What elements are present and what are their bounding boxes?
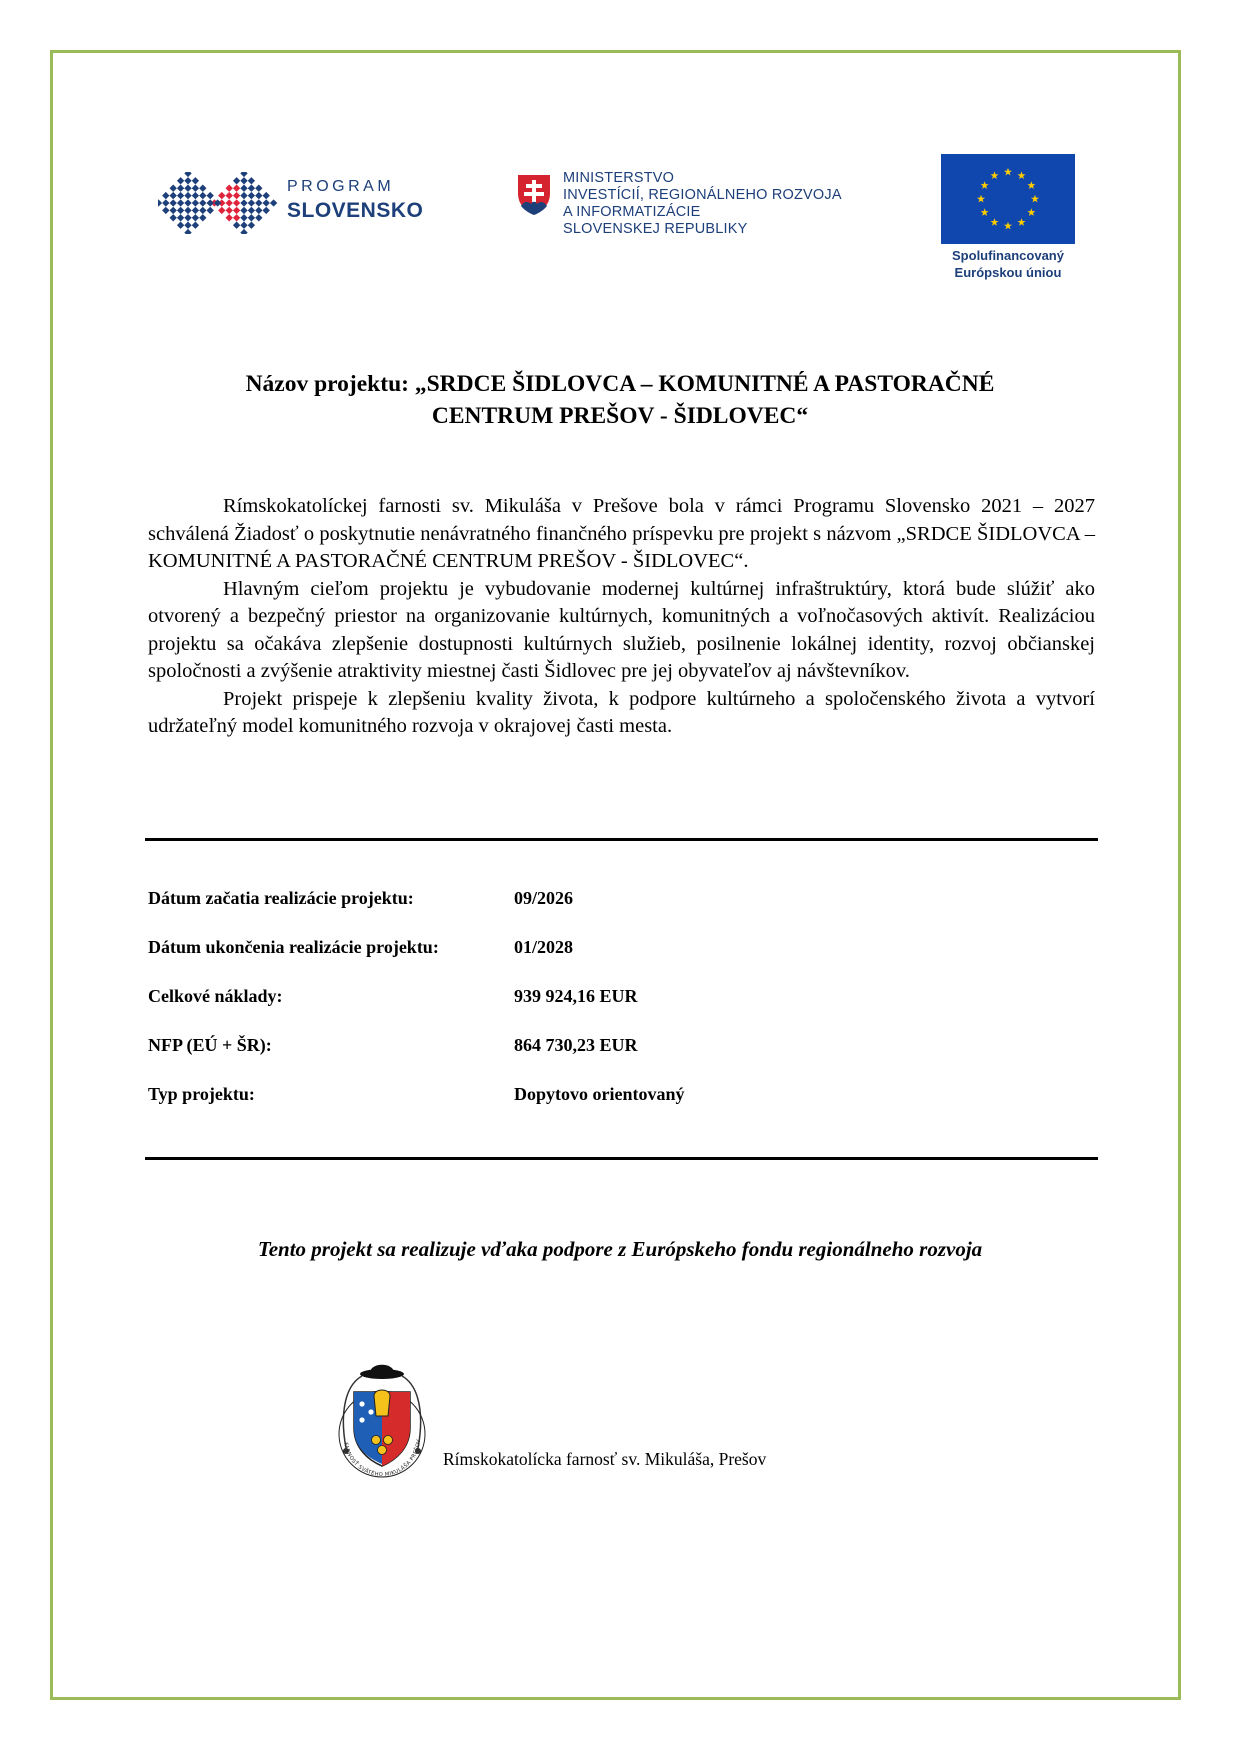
mosaic-tile <box>177 185 184 192</box>
mosaic-tile <box>192 207 199 214</box>
mosaic-tile <box>248 199 255 206</box>
mosaic-tile <box>218 192 225 199</box>
project-description <box>148 493 1095 741</box>
mosaic-tile <box>233 185 240 192</box>
fact-row <box>148 1035 1048 1084</box>
mosaic-tile <box>248 207 255 214</box>
fact-value: 01/2028 <box>514 937 574 957</box>
mosaic-tile <box>240 214 247 221</box>
parish-seal-text: FARNOSŤ SVÄTÉHO MIKULÁŠA PREŠOV <box>342 1438 423 1479</box>
parish-coat-of-arms-icon <box>330 1356 434 1484</box>
mosaic-tile <box>170 192 177 199</box>
fact-label: NFP (EÚ + ŠR): <box>148 1035 272 1055</box>
mosaic-tile <box>192 222 199 229</box>
program-slovensko-mosaic-icon <box>158 172 280 234</box>
mosaic-tile <box>199 185 206 192</box>
mosaic-tile <box>270 199 277 206</box>
mosaic-tile <box>240 222 247 229</box>
program-slovensko-logo <box>158 172 438 234</box>
project-title-line2: CENTRUM PREŠOV - ŠIDLOVEC“ <box>431 403 809 429</box>
mosaic-tile <box>207 199 214 206</box>
mosaic-tile <box>255 185 262 192</box>
mosaic-tile <box>177 192 184 199</box>
mosaic-tile <box>192 199 199 206</box>
mosaic-tile <box>240 229 247 234</box>
mosaic-tile <box>207 207 214 214</box>
mosaic-tile <box>170 199 177 206</box>
parish-name: Rímskokatolícka farnosť sv. Mikuláša, Prešov <box>443 1449 767 1469</box>
mosaic-tile <box>240 199 247 206</box>
mosaic-tile <box>240 185 247 192</box>
description-paragraph: Rímskokatolíckej farnosti sv. Mikuláša v Prešove bola v rámci Programu Slovensko 2021 – 2027 schválená Žiadosť o poskytnutie nenávratného finančného príspevku pre projekt s názvom „SRDCE ŠIDLOVCA – KOMUNITNÉ A PASTORAČNÉ CENTRUM PREŠOV - ŠIDLOVEC“. <box>148 495 1095 572</box>
eu-flag-icon <box>941 154 1075 244</box>
mosaic-tile <box>162 199 169 206</box>
mosaic-tile <box>177 177 184 184</box>
mosaic-tile <box>255 199 262 206</box>
mosaic-tile <box>184 229 191 234</box>
mosaic-tile <box>184 192 191 199</box>
fact-label: Dátum začatia realizácie projektu: <box>148 888 414 908</box>
mosaic-tile <box>184 199 191 206</box>
mosaic-tile <box>192 185 199 192</box>
fact-label: Dátum ukončenia realizácie projektu: <box>148 937 439 957</box>
eu-caption-line2: Európskou úniou <box>954 265 1062 280</box>
fact-row <box>148 937 1048 986</box>
slovak-coat-of-arms-icon <box>515 172 553 218</box>
mosaic-tile <box>248 185 255 192</box>
mosaic-tile <box>233 199 240 206</box>
mosaic-tile <box>240 192 247 199</box>
mosaic-tile <box>240 177 247 184</box>
description-paragraph: Projekt prispeje k zlepšeniu kvality života, k podpore kultúrneho a spoločenského života a vytvorí udržateľný model komunitného rozvoja v okrajovej časti mesta. <box>148 687 1095 737</box>
mosaic-tile <box>170 185 177 192</box>
funding-note: Tento projekt sa realizuje vďaka podpore z Európskeho fondu regionálneho rozvoja <box>257 1237 983 1261</box>
ministry-name <box>563 170 842 238</box>
eu-caption-line1: Spolufinancovaný <box>952 248 1064 263</box>
ministry-name-line: SLOVENSKEJ REPUBLIKY <box>563 221 748 237</box>
fact-row <box>148 986 1048 1035</box>
eu-cofinancing-logo <box>941 154 1075 280</box>
mosaic-tile <box>233 192 240 199</box>
mosaic-tile <box>233 222 240 229</box>
ministry-name-line: A INFORMATIZÁCIE <box>563 204 701 220</box>
mosaic-tile <box>184 177 191 184</box>
project-title-line1: Názov projektu: „SRDCE ŠIDLOVCA – KOMUNITNÉ A PASTORAČNÉ <box>245 371 995 397</box>
mosaic-tile <box>248 177 255 184</box>
mosaic-tile <box>233 214 240 221</box>
mosaic-tile <box>177 222 184 229</box>
description-paragraph: Hlavným cieľom projektu je vybudovanie modernej kultúrnej infraštruktúry, ktorá bude slúžiť ako otvorený a bezpečný priestor na organizovanie kultúrnych, komunitných a voľnočasových aktivít. Realizáciou projektu sa očakáva zlepšenie dostupnosti kultúrnych služieb, posilnenie lokálnej identity, rozvoj občianskej spoločnosti a zvýšenie atraktivity miestnej časti Šidlovec pre jej obyvateľov aj návštevníkov. <box>148 577 1095 682</box>
mosaic-tile <box>233 177 240 184</box>
mosaic-tile <box>177 214 184 221</box>
mosaic-tile <box>240 172 247 177</box>
mosaic-tile <box>199 199 206 206</box>
mosaic-tile <box>199 207 206 214</box>
ministry-name-line: MINISTERSTVO <box>563 170 675 186</box>
mosaic-tile <box>226 207 233 214</box>
mosaic-tile <box>199 192 206 199</box>
mosaic-tile <box>184 185 191 192</box>
mosaic-tile <box>184 207 191 214</box>
mosaic-tile <box>192 192 199 199</box>
fact-label: Typ projektu: <box>148 1084 255 1104</box>
mosaic-tile <box>233 207 240 214</box>
mosaic-tile <box>226 214 233 221</box>
fact-label: Celkové náklady: <box>148 986 283 1006</box>
ministry-name-line: INVESTÍCIÍ, REGIONÁLNEHO ROZVOJA <box>563 187 842 203</box>
fact-value: 939 924,16 EUR <box>514 986 638 1006</box>
program-logo-line1: PROGRAM <box>287 178 395 195</box>
mosaic-tile <box>226 192 233 199</box>
mosaic-tile <box>255 214 262 221</box>
mosaic-tile <box>177 207 184 214</box>
mosaic-tile <box>177 199 184 206</box>
fact-value: Dopytovo orientovaný <box>514 1084 685 1104</box>
mosaic-tile <box>192 177 199 184</box>
mosaic-tile <box>263 199 270 206</box>
fact-row <box>148 888 1048 937</box>
project-title <box>140 368 1100 432</box>
divider-top <box>145 838 1098 841</box>
fact-row <box>148 1084 1048 1133</box>
mosaic-tile <box>248 222 255 229</box>
fact-value: 09/2026 <box>514 888 574 908</box>
mosaic-tile <box>263 207 270 214</box>
ministry-logo <box>515 170 875 260</box>
mosaic-tile <box>162 192 169 199</box>
fact-value: 864 730,23 EUR <box>514 1035 638 1055</box>
divider-bottom <box>145 1157 1098 1160</box>
mosaic-tile <box>255 192 262 199</box>
mosaic-tile <box>192 214 199 221</box>
mosaic-tile <box>248 192 255 199</box>
mosaic-tile <box>207 192 214 199</box>
mosaic-tile <box>184 214 191 221</box>
mosaic-tile <box>170 214 177 221</box>
mosaic-tile <box>218 207 225 214</box>
project-facts <box>148 888 1048 1133</box>
mosaic-tile <box>255 207 262 214</box>
program-logo-line2: SLOVENSKO <box>287 199 424 222</box>
mosaic-tile <box>240 207 247 214</box>
mosaic-tile <box>248 214 255 221</box>
mosaic-tile <box>158 199 162 206</box>
mosaic-tile <box>184 172 191 177</box>
mosaic-tile <box>162 207 169 214</box>
mosaic-tile <box>226 199 233 206</box>
mosaic-tile <box>199 214 206 221</box>
mosaic-tile <box>226 185 233 192</box>
mosaic-tile <box>263 192 270 199</box>
mosaic-tile <box>170 207 177 214</box>
mosaic-tile <box>184 222 191 229</box>
